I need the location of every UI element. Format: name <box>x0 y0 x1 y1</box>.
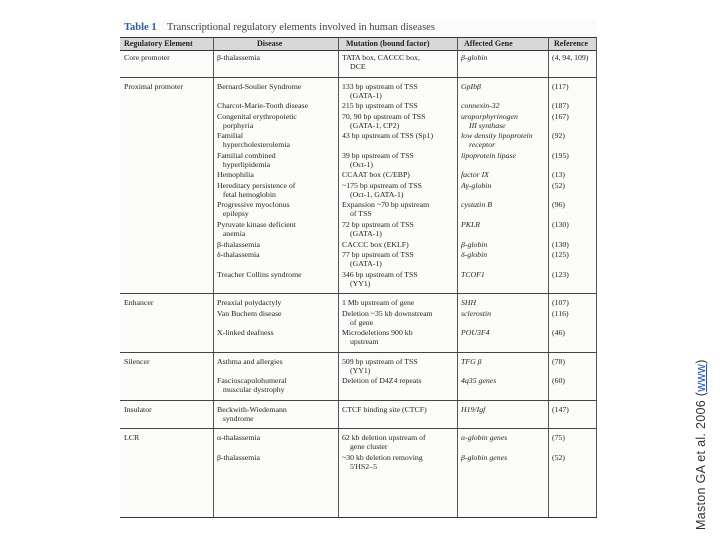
mutation-cell-line: (GATA-1) <box>350 90 382 100</box>
disease-cell-line: β-thalassemia <box>217 53 260 62</box>
mutation-cell <box>342 151 414 169</box>
disease-cell <box>217 433 260 442</box>
gene-cell-line: H19/Igf <box>461 404 486 414</box>
table-row <box>120 405 597 423</box>
disease-cell <box>217 250 260 259</box>
disease-cell <box>217 101 308 110</box>
reference-cell: (4, 94, 109) <box>552 53 589 62</box>
disease-cell-line: Hemophilia <box>217 170 254 180</box>
reference-cell: (147) <box>552 404 569 414</box>
gene-cell <box>461 328 490 337</box>
table-row <box>120 200 597 218</box>
mutation-cell-line: 39 bp upstream of TSS <box>342 150 414 160</box>
disease-cell <box>217 170 254 179</box>
table-row <box>120 112 597 130</box>
reference-cell: (117) <box>552 81 569 91</box>
reference-cell: (52) <box>552 453 565 462</box>
group-separator <box>120 77 597 78</box>
table-row <box>120 240 597 249</box>
reference-cell: (46) <box>552 328 565 338</box>
reference-cell: (130) <box>552 239 569 249</box>
gene-cell <box>461 376 496 385</box>
header-mutation: Mutation (bound factor) <box>346 39 430 48</box>
gene-cell-line: low density lipoprotein <box>461 131 533 141</box>
gene-cell <box>461 298 476 307</box>
disease-cell-line: Familial combined <box>217 150 276 160</box>
disease-cell <box>217 309 282 318</box>
mutation-cell <box>342 131 433 140</box>
mutation-cell <box>342 453 423 471</box>
mutation-cell-line: TATA box, CACCC box, <box>342 53 420 62</box>
mutation-cell <box>342 298 414 307</box>
mutation-cell <box>342 270 418 288</box>
disease-cell <box>217 200 290 218</box>
mutation-cell-line: gene cluster <box>350 442 388 452</box>
disease-cell-line: Familial <box>217 131 243 141</box>
gene-cell <box>461 405 485 414</box>
table-row <box>120 250 597 268</box>
mutation-cell-line: Expansion ~70 bp upstream <box>342 200 430 210</box>
table-header-row <box>120 37 597 51</box>
header-reference: Reference <box>554 39 589 48</box>
mutation-cell-line: (GATA-1) <box>350 228 382 238</box>
gene-cell <box>461 453 507 462</box>
reference-cell: (187) <box>552 101 569 111</box>
header-regulatory-element: Regulatory Element <box>124 39 193 48</box>
mutation-cell-line: of gene <box>350 317 374 327</box>
gene-cell-line: connexin-32 <box>461 101 500 111</box>
table-row <box>120 433 597 451</box>
regulatory-element-cell: LCR <box>124 433 140 443</box>
mutation-cell <box>342 82 418 100</box>
regulatory-element-cell: Core promoter <box>124 53 170 62</box>
disease-cell-line: α-thalassemia <box>217 433 261 443</box>
gene-cell <box>461 131 533 149</box>
reference-cell: (78) <box>552 356 565 366</box>
citation-text: Maston GA et al. 2006 ( <box>694 391 708 530</box>
reference-cell: (167) <box>552 111 569 121</box>
mutation-cell-line: CCAAT box (C/EBP) <box>342 170 410 180</box>
gene-cell-line: cystatin B <box>461 200 492 210</box>
mutation-cell <box>342 181 422 199</box>
table-caption: Transcriptional regulatory elements involved in human diseases <box>167 22 435 33</box>
mutation-cell-line: 77 bp upstream of TSS <box>342 250 414 260</box>
mutation-cell <box>342 250 414 268</box>
mutation-cell <box>342 309 433 327</box>
gene-cell-line: III synthase <box>469 120 506 130</box>
table-row <box>120 131 597 149</box>
mutation-cell-line: Microdeletions 900 kb <box>342 328 413 338</box>
mutation-cell <box>342 220 414 238</box>
mutation-cell-line: 1 Mb upstream of gene <box>342 298 415 308</box>
mutation-cell-line: 133 bp upstream of TSS <box>342 81 418 91</box>
table-row <box>120 181 597 199</box>
gene-cell-line: GpIbβ <box>461 81 481 91</box>
reference-cell: (130) <box>552 219 569 229</box>
disease-cell <box>217 453 260 462</box>
mutation-cell-line: 215 bp upstream of TSS <box>342 101 418 111</box>
disease-cell-line: X-linked deafness <box>217 328 274 338</box>
reference-cell: (125) <box>552 250 569 260</box>
gene-cell-line: PKLR <box>461 219 481 229</box>
mutation-cell-line: 346 bp upstream of TSS <box>342 269 418 279</box>
gene-cell <box>461 240 487 249</box>
gene-cell <box>461 82 481 91</box>
disease-cell <box>217 270 302 279</box>
mutation-cell <box>342 376 421 385</box>
mutation-cell-line: upstream <box>350 337 379 347</box>
gene-cell <box>461 270 485 279</box>
mutation-cell <box>342 328 413 346</box>
mutation-cell-line: (GATA-1) <box>350 259 382 269</box>
gene-cell-line: β-globin genes <box>461 453 508 462</box>
disease-cell-line: Preaxial polydactyly <box>217 298 282 308</box>
disease-cell-line: β-thalassemia <box>217 453 260 462</box>
gene-cell-line: lipoprotein lipase <box>461 150 516 160</box>
disease-cell-line: Fascioscapulohumeral <box>217 376 287 386</box>
disease-cell <box>217 82 301 91</box>
citation <box>694 359 708 530</box>
disease-cell-line: Beckwith-Wiedemann <box>217 404 287 414</box>
regulatory-element-cell: Enhancer <box>124 298 154 308</box>
gene-cell <box>461 112 518 130</box>
gene-cell-line: Aγ-globin <box>461 180 492 190</box>
reference-cell: (52) <box>552 180 565 190</box>
disease-cell <box>217 298 281 307</box>
table-row <box>120 298 597 307</box>
mutation-cell-line: 70, 90 bp upstream of TSS <box>342 111 426 121</box>
reference-cell: (92) <box>552 131 565 141</box>
disease-cell <box>217 357 283 366</box>
gene-cell <box>461 433 507 442</box>
disease-cell <box>217 328 274 337</box>
table-row <box>120 328 597 346</box>
disease-cell-line: β-thalassemia <box>217 239 260 249</box>
mutation-cell-line: (Oct-1, GATA-1) <box>350 189 404 199</box>
disease-cell-line: fetal hemoglobin <box>217 189 276 199</box>
disease-cell <box>217 376 287 394</box>
mutation-cell <box>342 240 409 249</box>
header-disease: Disease <box>257 39 283 48</box>
disease-cell <box>217 181 295 199</box>
gene-cell <box>461 357 482 366</box>
mutation-cell-line: 5'HS2–5 <box>350 462 377 471</box>
disease-cell <box>217 53 260 62</box>
disease-cell-line: anemia <box>217 228 246 238</box>
mutation-cell-line: (GATA-1, CP2) <box>350 120 400 130</box>
reference-cell: (195) <box>552 150 569 160</box>
table-title <box>124 22 435 33</box>
gene-cell-line: β-globin <box>461 53 488 62</box>
disease-cell-line: Treacher Collins syndrome <box>217 269 302 279</box>
gene-cell <box>461 220 480 229</box>
mutation-cell-line: 43 bp upstream of TSS (Sp1) <box>342 131 434 141</box>
disease-cell-line: Pyruvate kinase deficient <box>217 219 296 229</box>
gene-cell-line: factor IX <box>461 170 489 180</box>
disease-cell-line: hyperlipidemia <box>217 159 271 169</box>
table-row <box>120 309 597 327</box>
citation-link[interactable]: www <box>694 363 708 392</box>
table-row <box>120 453 597 471</box>
table-row <box>120 151 597 169</box>
reference-cell: (96) <box>552 200 565 210</box>
mutation-cell-line: CACCC box (EKLF) <box>342 239 409 249</box>
table-number: Table 1 <box>124 22 157 33</box>
header-affected-gene: Affected Gene <box>464 39 513 48</box>
regulatory-element-cell: Silencer <box>124 356 150 366</box>
mutation-cell <box>342 53 420 71</box>
reference-cell: (123) <box>552 269 569 279</box>
disease-cell-line: Charcot-Marie-Tooth disease <box>217 101 309 111</box>
gene-cell-line: TFG β <box>461 356 482 366</box>
group-separator <box>120 428 597 429</box>
mutation-cell-line: 509 bp upstream of TSS <box>342 356 418 366</box>
regulatory-element-cell: Proximal promoter <box>124 81 184 91</box>
mutation-cell <box>342 357 418 375</box>
mutation-cell-line: 72 bp upstream of TSS <box>342 219 414 229</box>
gene-cell <box>461 53 487 62</box>
mutation-cell-line: CTCF binding site (CTCF) <box>342 404 427 414</box>
gene-cell-line: α-globin genes <box>461 433 508 443</box>
table-row <box>120 357 597 375</box>
gene-cell-line: POU3F4 <box>461 328 490 338</box>
disease-cell-line: Asthma and allergies <box>217 356 283 366</box>
gene-cell-line: receptor <box>469 140 496 150</box>
group-separator <box>120 293 597 294</box>
disease-cell-line: δ-thalassemia <box>217 250 260 260</box>
mutation-cell-line: (YY1) <box>350 278 371 288</box>
mutation-cell-line: ~30 kb deletion removing <box>342 453 423 462</box>
table-row <box>120 170 597 179</box>
mutation-cell-line: of TSS <box>350 209 372 219</box>
table-row <box>120 53 597 71</box>
reference-cell: (75) <box>552 433 565 443</box>
disease-cell-line: Progressive myoclonus <box>217 200 290 210</box>
mutation-cell <box>342 200 429 218</box>
disease-cell-line: epilepsy <box>217 209 249 219</box>
disease-cell-line: syndrome <box>217 413 254 423</box>
gene-cell <box>461 170 489 179</box>
gene-cell <box>461 101 500 110</box>
mutation-cell <box>342 433 426 451</box>
gene-cell <box>461 181 491 190</box>
table-document <box>120 20 597 518</box>
group-separator <box>120 400 597 401</box>
gene-cell-line: TCOF1 <box>461 269 485 279</box>
mutation-cell-line: Deletion ~35 kb downstream <box>342 308 433 318</box>
disease-cell-line: muscular dystrophy <box>217 385 285 395</box>
mutation-cell-line: Deletion of D4Z4 repeats <box>342 376 422 386</box>
disease-cell <box>217 240 260 249</box>
mutation-cell <box>342 405 427 414</box>
gene-cell <box>461 309 491 318</box>
mutation-cell <box>342 101 418 110</box>
disease-cell-line: Van Buchem disease <box>217 308 282 318</box>
disease-cell-line: Bernard-Soulier Syndrome <box>217 81 302 91</box>
disease-cell <box>217 220 296 238</box>
reference-cell: (60) <box>552 376 565 386</box>
disease-cell-line: hypercholesterolemia <box>217 140 290 150</box>
disease-cell <box>217 131 290 149</box>
table-row <box>120 220 597 238</box>
table-row <box>120 270 597 288</box>
mutation-cell <box>342 112 425 130</box>
reference-cell: (13) <box>552 170 565 180</box>
mutation-cell-line: ~175 bp upstream of TSS <box>342 180 422 190</box>
regulatory-element-cell: Insulator <box>124 404 152 414</box>
table-bottom-rule <box>120 517 597 518</box>
table-row <box>120 101 597 110</box>
disease-cell-line: Hereditary persistence of <box>217 180 296 190</box>
mutation-cell-line: (YY1) <box>350 365 371 375</box>
disease-cell-line: Congenital erythropoietic <box>217 111 297 121</box>
citation-close: ) <box>694 359 708 364</box>
gene-cell-line: 4q35 genes <box>461 376 497 386</box>
gene-cell <box>461 200 492 209</box>
mutation-cell <box>342 170 410 179</box>
gene-cell <box>461 151 516 160</box>
gene-cell-line: δ-globin <box>461 250 488 260</box>
disease-cell <box>217 151 276 169</box>
reference-cell: (116) <box>552 308 569 318</box>
gene-cell-line: SHH <box>461 298 477 308</box>
mutation-cell-line: 62 kb deletion upstream of <box>342 433 426 443</box>
gene-cell-line: sclerostin <box>461 308 492 318</box>
table-row <box>120 82 597 100</box>
mutation-cell-line: DCE <box>350 62 366 71</box>
table-row <box>120 376 597 394</box>
gene-cell-line: β-globin <box>461 239 488 249</box>
disease-cell <box>217 405 287 423</box>
mutation-cell-line: (Oct-1) <box>350 159 373 169</box>
disease-cell <box>217 112 297 130</box>
gene-cell-line: uroporphyrinogen <box>461 111 518 121</box>
group-separator <box>120 352 597 353</box>
disease-cell-line: porphyria <box>217 120 254 130</box>
reference-cell: (107) <box>552 298 569 308</box>
gene-cell <box>461 250 487 259</box>
